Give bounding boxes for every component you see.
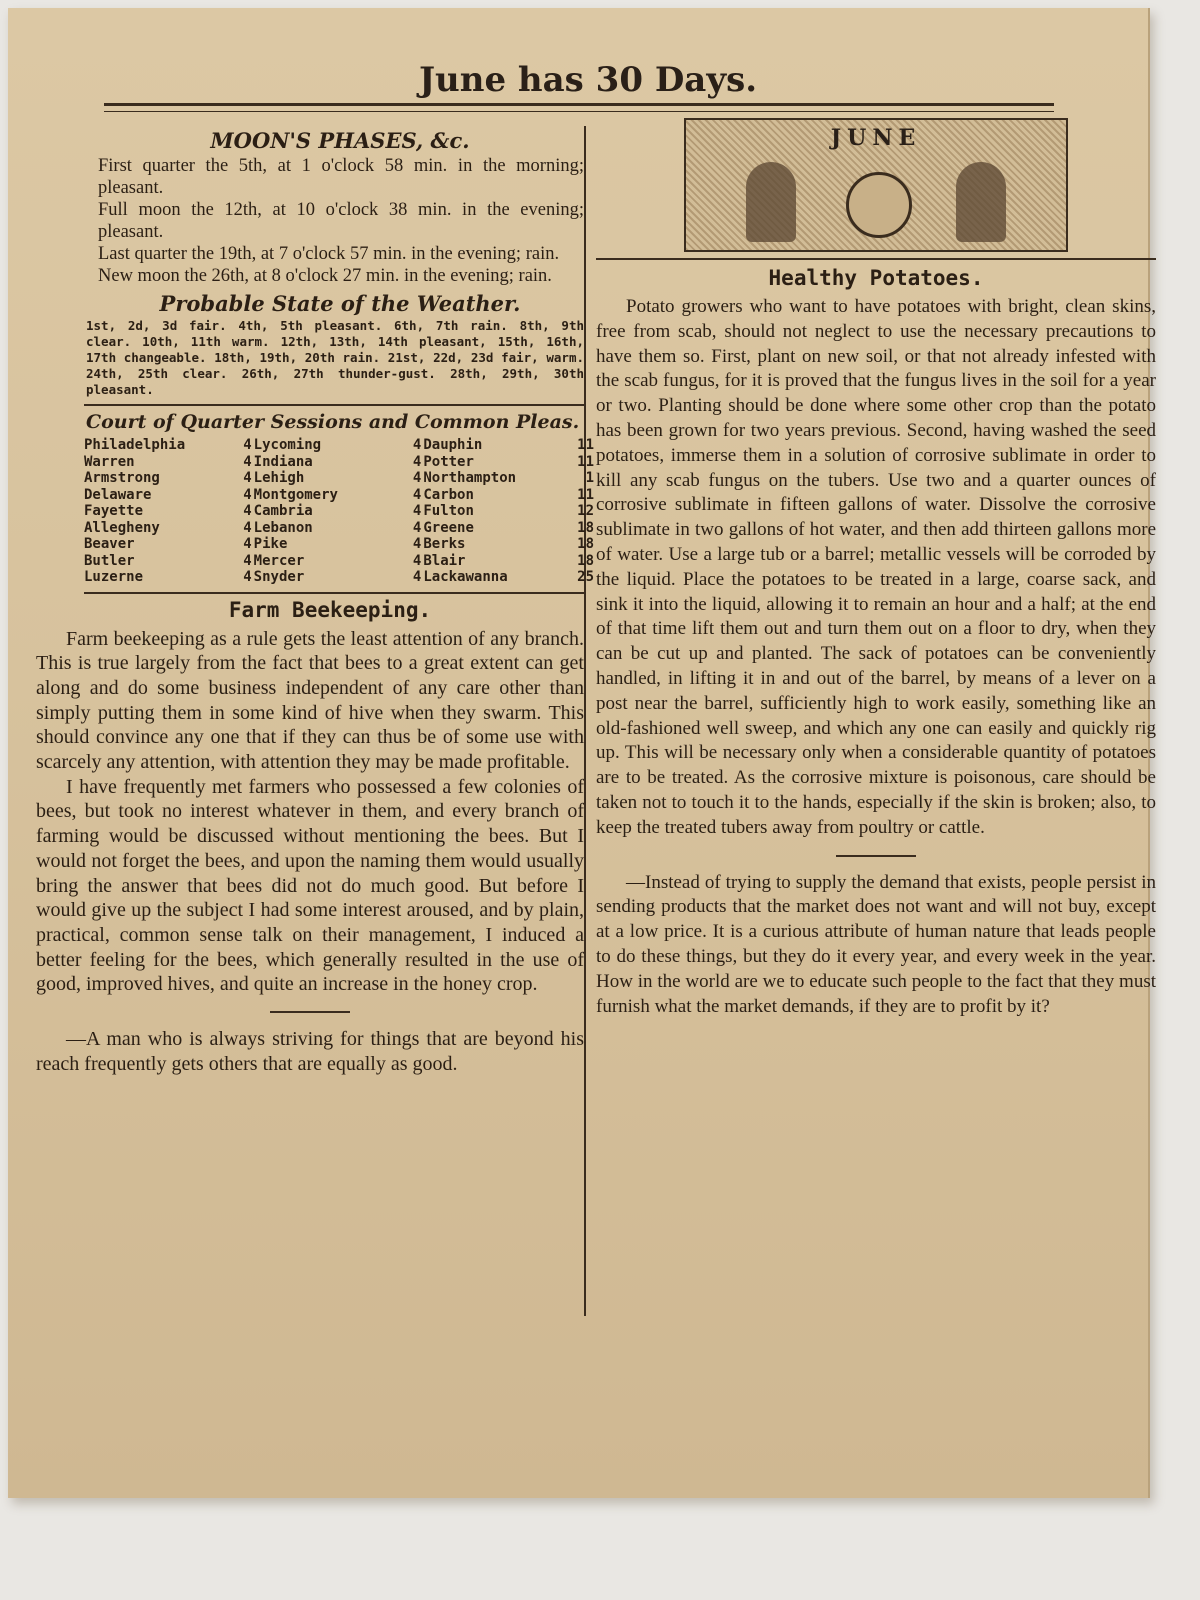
court-week-number: 4 xyxy=(412,470,422,486)
court-week-number: 11 xyxy=(577,453,594,470)
moon-phase-line: First quarter the 5th, at 1 o'clock 58 min. in the morning; pleasant. xyxy=(98,156,584,198)
court-county-name: Delaware xyxy=(84,486,152,503)
potatoes-paragraph: Potato growers who want to have potatoes with bright, clean skins, free from scab, should not neglect to use the necessary precautions to have them so. First, plant on new soil, or that not already infested with the scab fungus, for it is proved that the fungus lives in the soil for a year or two. Planting should be done where some other crop than the potato has been grown for two years previous. Second, having washed the seed potatoes, immerse them in a solution of corrosive sublimate in order to kill any scab fungus on the tubers. Use two and a quarter ounces of corrosive sublimate in fifteen gallons of water. Dissolve the corrosive sublimate in two gallons of hot water, and then add thirteen gallons more of water. Use a large tub or a barrel; metallic vessels will be corroded by the liquid. Place the potatoes to be treated in a large, coarse sack, and sink it into the liquid, allowing it to remain an hour and a half; at the end of that time lift them out and turn them out on a floor to dry, when they can be cut up and planted. The sack of potatoes can be conveniently handled, in lifting it in and out of the barrel, by means of a lever on a post near the barrel, sufficiently high to work easily, something like an old-fashioned well sweep, and which any one can easily and quickly rig up. This will be necessary only when a considerable quantity of potatoes are to be treated. As the corrosive mixture is poisonous, care should be taken not to touch it to the hands, especially if the skin is broken; also, to keep the treated tubers away from poultry or cattle. xyxy=(596,296,1156,838)
court-county-name: Dauphin xyxy=(423,437,483,453)
court-county-name: Greene xyxy=(423,519,474,536)
weather-heading: Probable State of the Weather. xyxy=(159,291,521,316)
court-county-name: Potter xyxy=(423,453,474,470)
reach-paragraph: —A man who is always striving for things that are beyond his reach frequently gets others that are equally as good. xyxy=(36,1028,584,1075)
court-week-number: 18 xyxy=(577,536,594,552)
engraving-wheel xyxy=(846,172,912,238)
court-row xyxy=(84,503,596,520)
court-county-name: Fayette xyxy=(84,503,144,519)
court-week-number: 12 xyxy=(577,503,594,519)
column-divider xyxy=(584,126,586,1316)
almanac-page xyxy=(8,8,1156,1498)
court-county-name: Snyder xyxy=(253,569,305,585)
page-title: June has 30 Days. xyxy=(418,60,758,100)
court-week-number: 4 xyxy=(412,536,422,552)
court-county-name: Mercer xyxy=(253,552,305,569)
court-week-number: 18 xyxy=(577,552,594,569)
court-county-name: Lehigh xyxy=(253,470,305,486)
court-row xyxy=(84,487,596,504)
court-week-number: 4 xyxy=(243,486,252,503)
beekeeping-paragraph: I have frequently met farmers who possessed a few colonies of bees, but took no interest whatever in them, and every branch of farming would be discussed without mentioning the bees. But I would not forget the bees, and upon the naming them would usually bring the answer that bees did not do much good. But before I would give up the subject I had some interest aroused, and by plain, practical, common sense talk on their management, I induced a better feeling for the bees, which generally resulted in the use of good, improved hives, and quite an increase in the honey crop. xyxy=(36,775,584,996)
court-county-name: Lycoming xyxy=(253,437,322,453)
title-rule xyxy=(104,103,1054,112)
beekeeping-article xyxy=(36,598,584,1077)
court-week-number: 4 xyxy=(243,569,252,585)
court-week-number: 4 xyxy=(412,486,422,503)
court-county-name: Pike xyxy=(253,536,288,552)
demand-paragraph: —Instead of trying to supply the demand that exists, people persist in sending products that the market does not want and will not buy, except at a low price. It is a curious attribute of human nature that leads people to do these things, but they do it every year, and every week in the year. How in the world are we to educate such people to the fact that they must furnish what the market demands, if they are to profit by it? xyxy=(596,871,1156,1017)
court-county-name: Lebanon xyxy=(253,519,313,536)
moon-phase-line: New moon the 26th, at 8 o'clock 27 min. in the evening; rain. xyxy=(98,266,552,286)
moon-phases-section xyxy=(36,128,584,287)
court-county-name: Indiana xyxy=(253,453,313,470)
court-table xyxy=(84,437,596,586)
engraving-figure-right xyxy=(956,162,1006,242)
court-week-number: 4 xyxy=(243,552,252,569)
moon-phases-heading: MOON'S PHASES, &c. xyxy=(210,128,470,153)
section-rule xyxy=(596,258,1156,260)
potatoes-heading: Healthy Potatoes. xyxy=(768,266,984,290)
court-county-name: Beaver xyxy=(84,536,135,552)
engraving-label: JUNE xyxy=(830,125,922,151)
court-week-number: 4 xyxy=(412,453,422,470)
left-column xyxy=(36,128,594,1076)
court-row xyxy=(84,553,596,570)
article-separator xyxy=(270,1011,350,1013)
court-county-name: Butler xyxy=(84,552,135,569)
moon-phase-line: Last quarter the 19th, at 7 o'clock 57 min. in the evening; rain. xyxy=(98,244,560,264)
article-separator xyxy=(836,855,916,857)
beekeeping-paragraph: Farm beekeeping as a rule gets the least attention of any branch. This is true largely from the fact that bees to a great extent can get along and do some business independent of any care other than simply putting them in some kind of hive when they swarm. This should convince any one that if they can thus be of some use with scarcely any attention, with attention they may be made profitable. xyxy=(36,627,584,774)
court-week-number: 4 xyxy=(243,536,252,552)
court-week-number: 4 xyxy=(412,437,422,453)
court-county-name: Blair xyxy=(423,552,466,569)
right-column xyxy=(596,118,1156,1019)
court-row xyxy=(84,520,596,537)
court-county-name: Cambria xyxy=(253,503,313,519)
court-county-name: Philadelphia xyxy=(84,437,186,453)
engraving-figure-left xyxy=(746,162,796,242)
court-county-name: Allegheny xyxy=(84,519,160,536)
court-heading: Court of Quarter Sessions and Common Pleas. xyxy=(86,411,580,433)
court-county-name: Warren xyxy=(84,453,135,470)
court-row xyxy=(84,454,596,471)
court-week-number: 4 xyxy=(243,453,252,470)
court-row xyxy=(84,437,596,454)
court-county-name: Luzerne xyxy=(84,569,144,585)
section-rule xyxy=(84,404,584,406)
beekeeping-heading: Farm Beekeeping. xyxy=(228,597,432,622)
court-week-number: 1 xyxy=(585,470,594,486)
weather-text: 1st, 2d, 3d fair. 4th, 5th pleasant. 6th, 7th rain. 8th, 9th clear. 10th, 11th warm. 12th, 13th, 14th pleasant, 15th, 16th, 17th changeable. 18th, 19th, 20th rain. 21st, 22d, 23d fair, warm. 24th, 25th clear. 26th, 27th thunder-gust. 28th, 29th, 30th pleasant. xyxy=(86,318,584,397)
court-week-number: 4 xyxy=(412,519,422,536)
court-county-name: Northampton xyxy=(423,470,517,486)
court-county-name: Lackawanna xyxy=(423,569,508,585)
court-county-name: Fulton xyxy=(423,503,474,519)
court-week-number: 4 xyxy=(243,470,252,486)
court-row xyxy=(84,470,596,487)
court-county-name: Berks xyxy=(423,536,466,552)
court-week-number: 18 xyxy=(577,519,594,536)
court-row xyxy=(84,569,596,586)
june-engraving-image xyxy=(684,118,1068,252)
court-county-name: Carbon xyxy=(423,486,474,503)
court-county-name: Montgomery xyxy=(253,486,338,503)
court-week-number: 4 xyxy=(412,569,422,585)
court-week-number: 4 xyxy=(412,552,422,569)
section-rule xyxy=(84,592,584,594)
court-week-number: 11 xyxy=(577,437,594,453)
moon-phase-line: Full moon the 12th, at 10 o'clock 38 min. in the evening; pleasant. xyxy=(98,200,584,242)
court-week-number: 4 xyxy=(412,503,422,519)
court-week-number: 4 xyxy=(243,519,252,536)
court-county-name: Armstrong xyxy=(84,470,160,486)
court-row xyxy=(84,536,596,553)
court-week-number: 4 xyxy=(243,437,252,453)
court-week-number: 11 xyxy=(577,486,594,503)
court-week-number: 25 xyxy=(577,569,594,585)
court-week-number: 4 xyxy=(243,503,252,519)
